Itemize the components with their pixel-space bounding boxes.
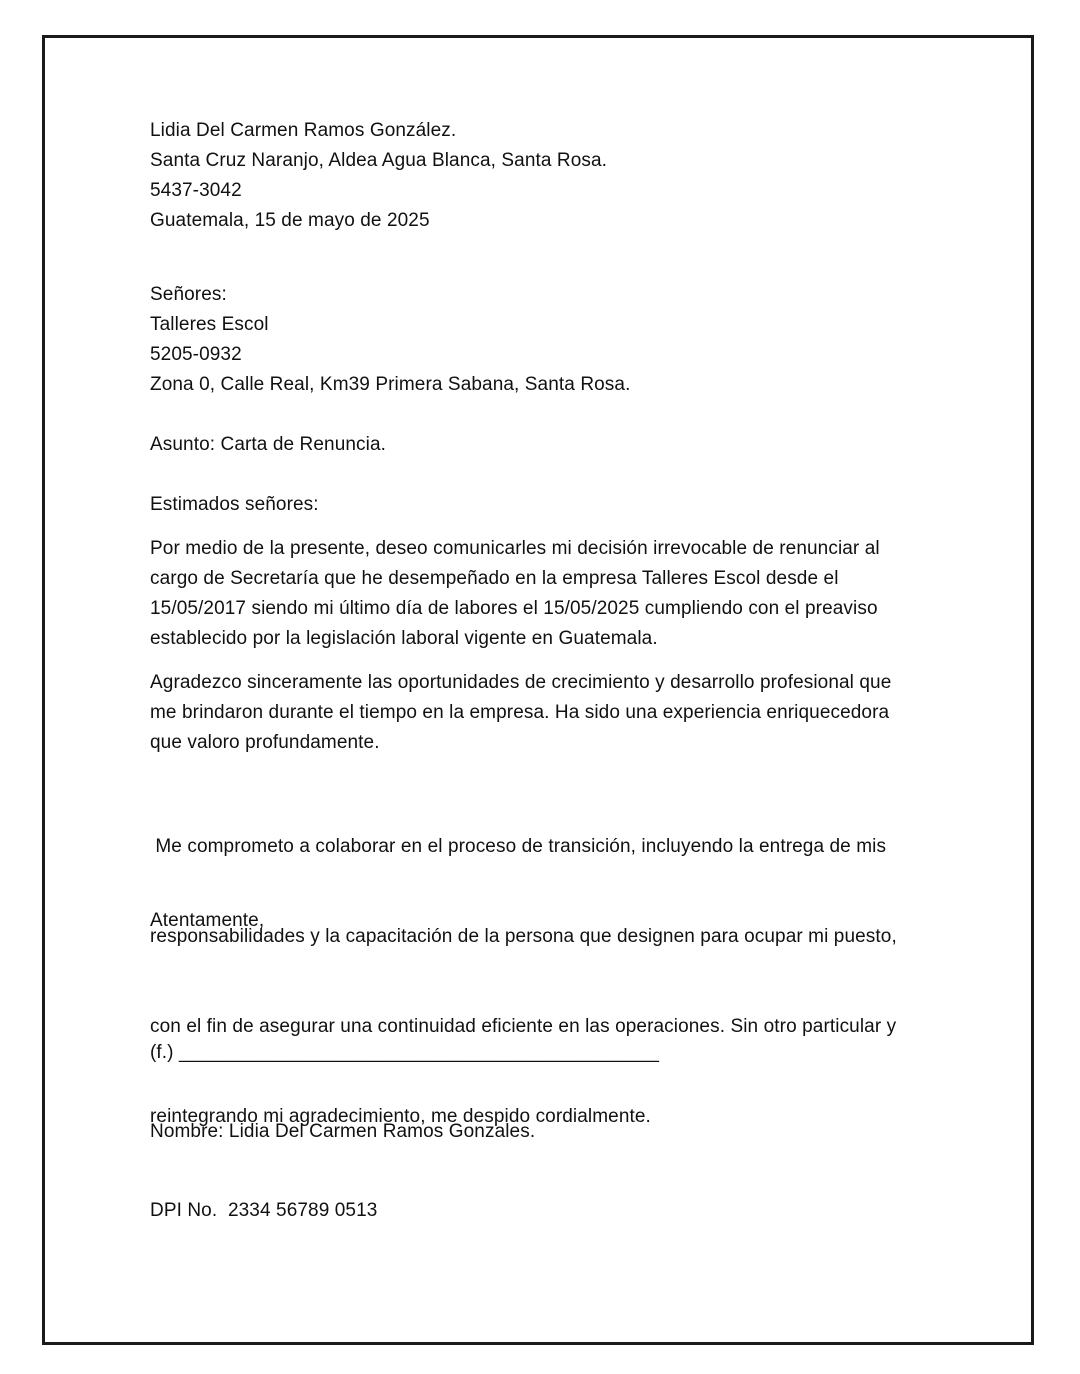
sender-phone: 5437-3042 <box>150 180 242 201</box>
body-paragraph-3 <box>150 772 920 1162</box>
paragraph-line: me brindaron durante el tiempo en la empresa. Ha sido una experiencia enriquecedora <box>150 702 890 723</box>
paragraph-line: con el fin de asegurar una continuidad eficiente en las operaciones. Sin otro particular y <box>150 1016 897 1037</box>
sender-name: Lidia Del Carmen Ramos González. <box>150 120 457 141</box>
body-paragraph-2 <box>150 668 920 758</box>
body-paragraph-1 <box>150 534 920 654</box>
sender-address: Santa Cruz Naranjo, Aldea Agua Blanca, Santa Rosa. <box>150 150 608 171</box>
paragraph-line: que valoro profundamente. <box>150 732 380 753</box>
closing: Atentamente, <box>150 910 265 931</box>
dpi-line: DPI No. 2334 56789 0513 <box>150 1200 378 1221</box>
paragraph-line: responsabilidades y la capacitación de la persona que designen para ocupar mi puesto, <box>150 926 897 947</box>
paragraph-line: reintegrando mi agradecimiento, me despido cordialmente. <box>150 1106 651 1127</box>
recipient-company: Talleres Escol <box>150 314 269 335</box>
signature-line: (f.) _____________________________________________ <box>150 1042 660 1063</box>
recipient-salutation-title: Señores: <box>150 284 227 305</box>
paragraph-line: Agradezco sinceramente las oportunidades de crecimiento y desarrollo profesional que <box>150 672 892 693</box>
subject-line: Asunto: Carta de Renuncia. <box>150 434 387 455</box>
recipient-address: Zona 0, Calle Real, Km39 Primera Sabana, Santa Rosa. <box>150 374 631 395</box>
recipient-phone: 5205-0932 <box>150 344 242 365</box>
paragraph-line: establecido por la legislación laboral vigente en Guatemala. <box>150 628 658 649</box>
greeting: Estimados señores: <box>150 494 319 515</box>
place-date: Guatemala, 15 de mayo de 2025 <box>150 210 430 231</box>
paragraph-line: Me comprometo a colaborar en el proceso de transición, incluyendo la entrega de mis <box>150 836 887 857</box>
paragraph-line: cargo de Secretaría que he desempeñado en la empresa Talleres Escol desde el <box>150 568 839 589</box>
paragraph-line: Por medio de la presente, deseo comunicarles mi decisión irrevocable de renunciar al <box>150 538 880 559</box>
name-line: Nombre: Lidia Del Carmen Ramos Gonzales. <box>150 1121 536 1142</box>
paragraph-line: 15/05/2017 siendo mi último día de labores el 15/05/2025 cumpliendo con el preaviso <box>150 598 878 619</box>
